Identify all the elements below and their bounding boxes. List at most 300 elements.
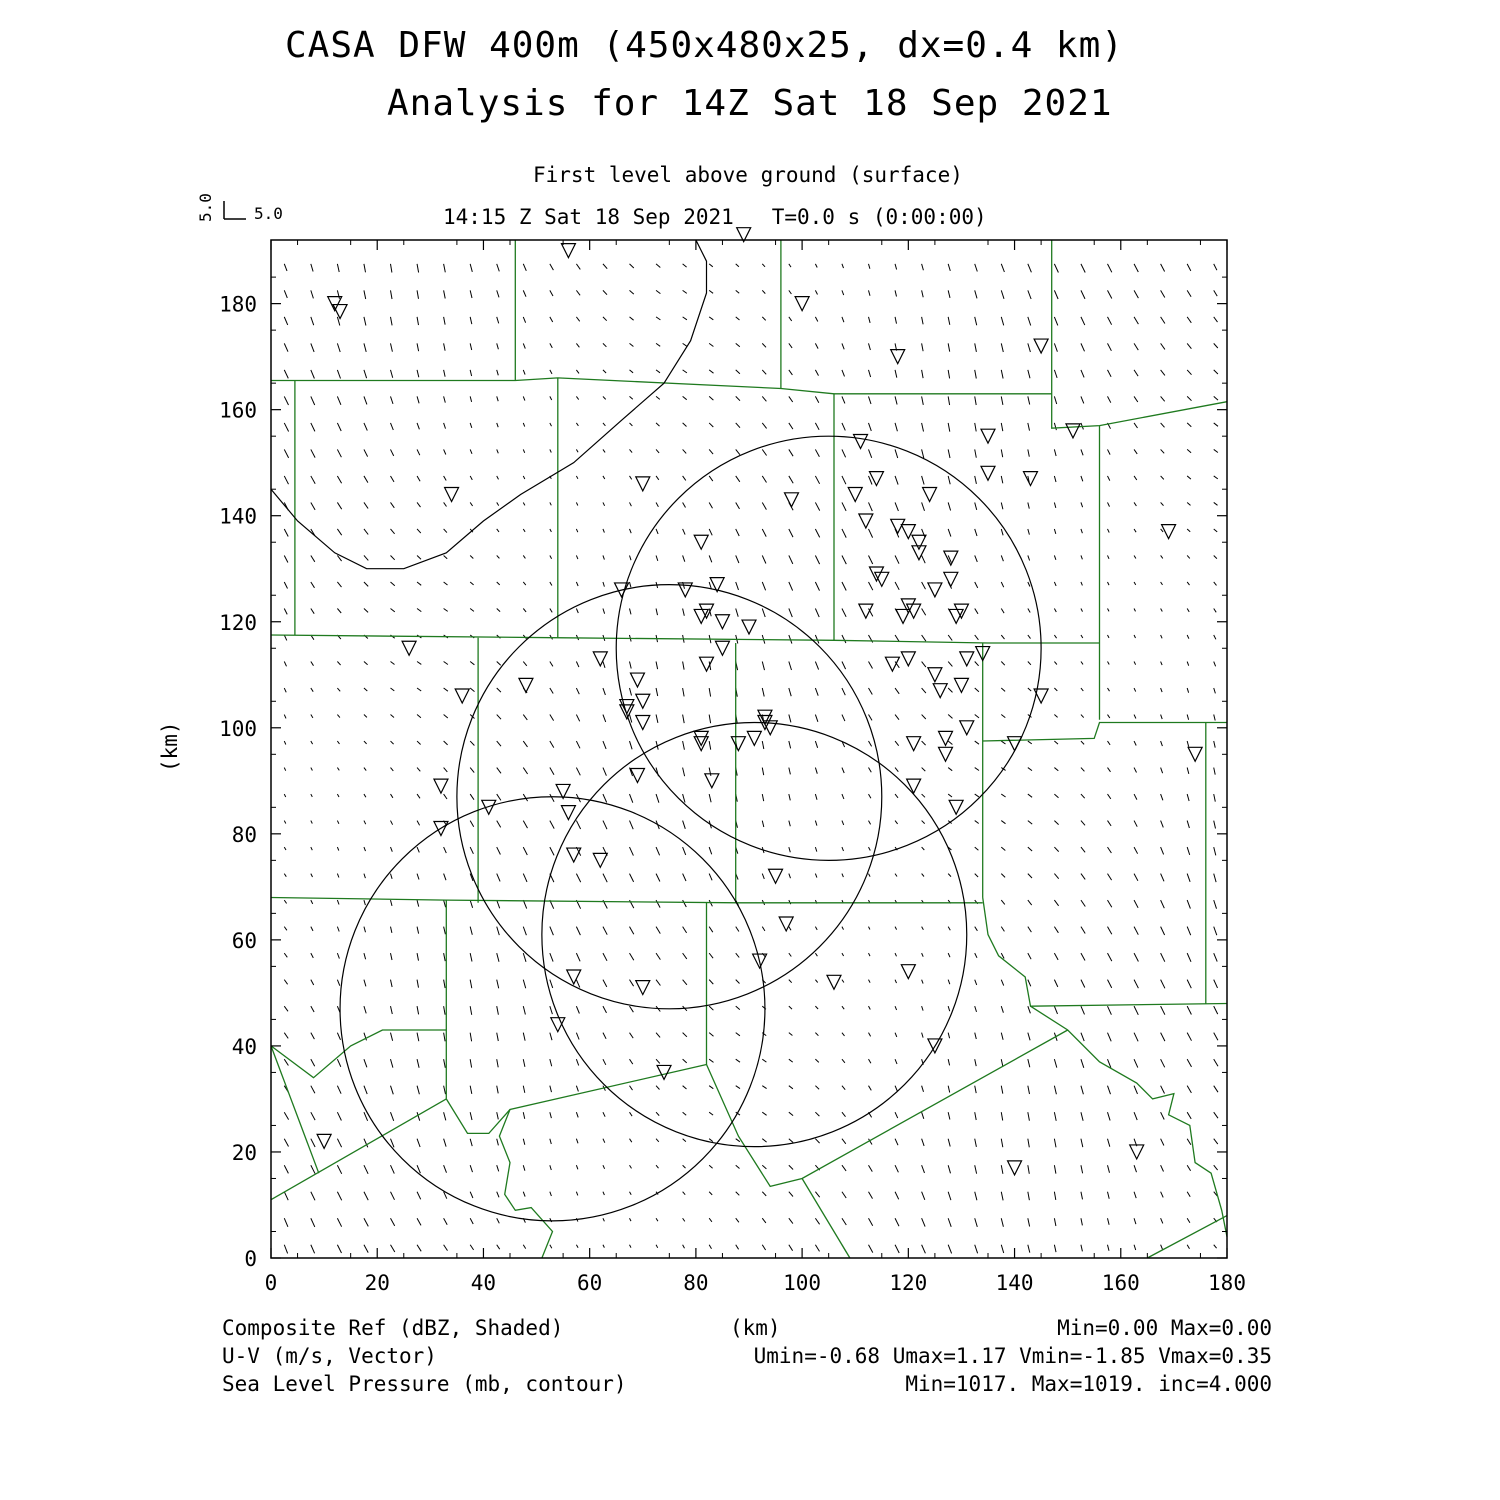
wind-vector bbox=[1108, 1218, 1110, 1225]
wind-vector bbox=[815, 1059, 818, 1062]
wind-vector bbox=[1001, 794, 1005, 797]
wind-vector bbox=[815, 343, 818, 348]
wind-vector bbox=[1187, 476, 1191, 479]
wind-vector bbox=[1161, 370, 1165, 375]
wind-vector bbox=[364, 608, 368, 612]
wind-vector bbox=[709, 1112, 713, 1115]
wind-vector bbox=[470, 396, 471, 401]
station-marker bbox=[694, 535, 708, 549]
wind-vector bbox=[1001, 370, 1003, 379]
wind-vector bbox=[789, 582, 793, 591]
wind-vector bbox=[895, 1033, 897, 1037]
wind-vector bbox=[1081, 290, 1085, 299]
wind-vector bbox=[815, 290, 817, 294]
wind-vector bbox=[656, 502, 658, 506]
wind-vector bbox=[683, 317, 687, 320]
wind-vector bbox=[576, 582, 578, 586]
wind-vector bbox=[337, 1192, 341, 1201]
wind-vector bbox=[630, 264, 634, 268]
wind-vector bbox=[1214, 635, 1216, 639]
wind-vector bbox=[948, 529, 951, 537]
wind-vector bbox=[497, 582, 500, 585]
station-marker bbox=[854, 434, 868, 448]
wind-vector bbox=[630, 1033, 634, 1038]
wind-vector bbox=[417, 768, 420, 772]
wind-vector bbox=[1001, 1006, 1003, 1013]
wind-vector bbox=[815, 1245, 819, 1252]
wind-vector bbox=[1001, 476, 1003, 483]
wind-vector bbox=[1134, 264, 1138, 272]
wind-vector bbox=[683, 1218, 685, 1221]
wind-vector bbox=[603, 608, 605, 613]
footer-field3-stats: Min=1017. Max=1019. inc=4.000 bbox=[905, 1372, 1272, 1396]
wind-vector bbox=[683, 449, 687, 453]
wind-vector bbox=[815, 1006, 818, 1009]
y-tick-label: 40 bbox=[231, 1034, 257, 1059]
wind-vector bbox=[1187, 847, 1190, 855]
wind-vector bbox=[470, 343, 472, 350]
wind-vector bbox=[576, 715, 579, 722]
wind-vector bbox=[470, 582, 473, 585]
wind-vector bbox=[922, 927, 924, 930]
wind-vector bbox=[1134, 874, 1138, 881]
wind-vector bbox=[576, 555, 578, 559]
wind-vector bbox=[869, 1218, 873, 1225]
wind-vector bbox=[683, 1139, 686, 1142]
wind-vector bbox=[1161, 343, 1165, 349]
wind-vector bbox=[683, 1033, 687, 1037]
station-marker bbox=[715, 641, 729, 655]
wind-vector bbox=[1054, 1218, 1056, 1226]
wind-vector bbox=[284, 423, 288, 432]
wind-vector bbox=[630, 423, 633, 426]
wind-vector bbox=[842, 582, 846, 591]
wind-vector bbox=[417, 317, 418, 325]
wind-vector bbox=[1134, 1086, 1137, 1094]
wind-vector bbox=[417, 715, 421, 718]
wind-vector bbox=[470, 608, 474, 611]
wind-vector bbox=[895, 821, 898, 824]
wind-vector bbox=[762, 502, 766, 509]
wind-vector bbox=[709, 768, 711, 776]
wind-vector bbox=[789, 555, 793, 563]
wind-vector bbox=[497, 502, 499, 505]
wind-vector bbox=[709, 396, 713, 400]
wind-vector bbox=[550, 662, 553, 667]
wind-vector bbox=[284, 847, 286, 850]
wind-vector bbox=[364, 1165, 368, 1174]
wind-vector bbox=[1081, 794, 1085, 798]
wind-vector bbox=[1081, 874, 1085, 880]
wind-vector bbox=[1081, 953, 1085, 960]
wind-vector bbox=[869, 555, 873, 564]
station-marker bbox=[455, 689, 469, 703]
wind-vector bbox=[364, 953, 366, 959]
wind-vector bbox=[417, 741, 421, 744]
wind-vector bbox=[603, 1218, 604, 1221]
wind-vector bbox=[762, 423, 766, 428]
wind-vector bbox=[391, 1059, 393, 1067]
wind-vector bbox=[656, 264, 660, 268]
wind-vector bbox=[364, 529, 368, 535]
wind-vector bbox=[656, 662, 658, 670]
wind-vector bbox=[523, 980, 525, 989]
wind-vector bbox=[470, 290, 472, 298]
wind-vector bbox=[630, 794, 633, 803]
wind-vector bbox=[842, 1218, 846, 1225]
wind-vector bbox=[576, 1165, 578, 1169]
wind-vector bbox=[1134, 715, 1136, 719]
x-tick-label: 80 bbox=[683, 1271, 709, 1295]
wind-vector bbox=[1001, 264, 1004, 272]
wind-vector bbox=[1214, 688, 1216, 693]
wind-vector bbox=[975, 1059, 976, 1066]
wind-vector bbox=[497, 741, 501, 746]
wind-vector bbox=[815, 662, 818, 670]
wind-vector bbox=[842, 635, 846, 643]
wind-vector bbox=[815, 555, 819, 564]
wind-vector bbox=[1187, 1139, 1191, 1145]
wind-vector bbox=[736, 476, 740, 482]
wind-vector bbox=[683, 555, 685, 561]
wind-vector bbox=[311, 317, 314, 325]
wind-vector bbox=[630, 821, 634, 830]
wind-vector bbox=[364, 900, 365, 905]
wind-vector bbox=[630, 927, 634, 935]
wind-vector bbox=[630, 1165, 632, 1168]
wind-vector bbox=[656, 715, 658, 723]
wind-vector bbox=[762, 1192, 766, 1196]
wind-vector bbox=[683, 529, 685, 535]
wind-vector bbox=[576, 290, 580, 295]
wind-vector bbox=[1108, 449, 1111, 454]
wind-vector bbox=[284, 396, 288, 405]
wind-vector bbox=[576, 608, 578, 613]
wind-vector bbox=[444, 768, 448, 772]
wind-vector bbox=[1214, 290, 1217, 296]
wind-vector bbox=[683, 264, 687, 267]
wind-vector bbox=[1028, 555, 1030, 560]
wind-vector bbox=[1187, 953, 1191, 962]
wind-vector bbox=[337, 1139, 341, 1147]
wind-vector bbox=[975, 529, 977, 536]
wind-vector bbox=[922, 1218, 925, 1226]
wind-vector bbox=[789, 847, 790, 852]
wind-vector bbox=[603, 1139, 605, 1143]
wind-vector bbox=[1001, 582, 1003, 587]
wind-vector bbox=[762, 741, 764, 749]
wind-vector bbox=[444, 1139, 446, 1147]
wind-vector bbox=[1134, 317, 1138, 324]
wind-vector bbox=[444, 1086, 446, 1095]
wind-vector bbox=[364, 582, 368, 586]
wind-vector bbox=[1054, 396, 1056, 404]
wind-vector bbox=[895, 396, 897, 404]
wind-vector bbox=[391, 821, 393, 825]
station-marker bbox=[636, 981, 650, 995]
wind-vector bbox=[922, 608, 926, 615]
wind-vector bbox=[1001, 1245, 1003, 1253]
wind-vector bbox=[550, 1059, 552, 1066]
wind-vector bbox=[576, 396, 578, 399]
wind-vector bbox=[311, 768, 313, 771]
x-tick-label: 140 bbox=[995, 1271, 1034, 1295]
y-tick-label: 20 bbox=[231, 1140, 257, 1165]
wind-vector bbox=[895, 476, 898, 485]
wind-vector bbox=[364, 1086, 367, 1094]
wind-vector bbox=[789, 608, 792, 617]
wind-vector bbox=[311, 1086, 315, 1094]
wind-vector bbox=[895, 423, 897, 431]
wind-vector bbox=[391, 688, 395, 691]
wind-vector bbox=[948, 423, 950, 432]
wind-vector bbox=[337, 1112, 341, 1120]
wind-vector bbox=[975, 794, 979, 797]
wind-vector bbox=[1187, 423, 1191, 427]
y-tick-label: 60 bbox=[231, 928, 257, 953]
wind-vector bbox=[815, 396, 818, 402]
wind-vector bbox=[1214, 396, 1218, 400]
station-marker bbox=[960, 721, 974, 735]
wind-vector bbox=[337, 1059, 340, 1067]
wind-vector bbox=[523, 927, 526, 936]
wind-vector bbox=[444, 662, 448, 665]
wind-vector bbox=[1187, 370, 1191, 375]
wind-vector bbox=[1161, 582, 1163, 585]
wind-vector bbox=[1134, 396, 1138, 402]
wind-vector bbox=[444, 688, 448, 691]
wind-vector bbox=[683, 1165, 686, 1168]
wind-vector bbox=[444, 1059, 446, 1068]
wind-vector bbox=[576, 423, 578, 426]
wind-vector bbox=[815, 980, 817, 983]
wind-vector bbox=[497, 794, 501, 800]
wind-vector bbox=[948, 741, 952, 744]
wind-vector bbox=[284, 715, 286, 719]
wind-vector bbox=[523, 1139, 525, 1145]
wind-vector bbox=[709, 476, 713, 481]
station-marker bbox=[620, 700, 634, 714]
wind-vector bbox=[470, 1245, 473, 1250]
county-line bbox=[983, 723, 1227, 742]
wind-vector bbox=[391, 1165, 395, 1173]
wind-vector bbox=[762, 264, 765, 267]
wind-vector bbox=[364, 502, 368, 508]
wind-vector bbox=[1001, 1086, 1003, 1094]
wind-vector bbox=[762, 290, 765, 293]
wind-vector bbox=[709, 264, 713, 267]
county-line bbox=[1147, 1216, 1227, 1258]
wind-vector bbox=[523, 529, 525, 532]
wind-vector bbox=[1028, 768, 1032, 771]
wind-vector bbox=[1134, 1218, 1136, 1224]
station-markers bbox=[317, 228, 1202, 1175]
wind-vector bbox=[1134, 980, 1138, 989]
wind-vector bbox=[922, 768, 926, 772]
wind-vector bbox=[1134, 821, 1137, 827]
wind-vector bbox=[391, 608, 395, 611]
wind-vector bbox=[391, 476, 395, 482]
wind-vector bbox=[284, 953, 287, 957]
wind-vector bbox=[1001, 343, 1003, 352]
wind-vector bbox=[895, 1165, 898, 1172]
wind-vector bbox=[284, 688, 286, 692]
wind-vector bbox=[1161, 1165, 1164, 1171]
wind-vector bbox=[1134, 608, 1135, 611]
wind-vector bbox=[656, 1245, 658, 1248]
wind-vector bbox=[603, 715, 606, 722]
wind-vector bbox=[576, 953, 580, 961]
station-marker bbox=[636, 715, 650, 729]
wind-vector bbox=[1214, 608, 1216, 612]
wind-vector bbox=[842, 1192, 846, 1198]
wind-vector bbox=[1108, 794, 1111, 799]
wind-vector bbox=[523, 476, 525, 479]
wind-vector bbox=[337, 290, 339, 298]
valid-time: 14:15 Z Sat 18 Sep 2021 T=0.0 s (0:00:00) bbox=[443, 205, 987, 229]
wind-vector bbox=[789, 343, 792, 348]
wind-vector bbox=[948, 768, 952, 771]
wind-vector bbox=[869, 476, 873, 485]
wind-vector bbox=[1081, 1218, 1082, 1225]
wind-vector bbox=[975, 396, 976, 405]
wind-vector bbox=[337, 449, 341, 457]
wind-vector bbox=[709, 343, 713, 346]
wind-vector bbox=[417, 1033, 419, 1042]
wind-vector bbox=[364, 396, 367, 404]
wind-vector bbox=[922, 370, 923, 378]
wind-vector bbox=[470, 953, 472, 961]
wind-vector bbox=[576, 980, 579, 988]
wind-vector bbox=[736, 264, 739, 267]
wind-vector bbox=[1054, 555, 1056, 559]
wind-vector bbox=[1001, 821, 1005, 824]
wind-vector bbox=[789, 1059, 793, 1062]
station-marker bbox=[402, 641, 416, 655]
station-marker bbox=[705, 774, 719, 788]
wind-vector bbox=[922, 847, 925, 850]
wind-vector bbox=[391, 423, 394, 430]
wind-vector bbox=[869, 953, 871, 956]
wind-vector bbox=[1054, 927, 1058, 933]
wind-vector bbox=[1134, 635, 1135, 638]
wind-vector bbox=[417, 1218, 421, 1225]
wind-vector bbox=[630, 1139, 632, 1142]
wind-vector bbox=[1134, 1112, 1137, 1120]
wind-vector bbox=[815, 821, 817, 826]
wind-vector bbox=[1108, 370, 1112, 377]
wind-vector bbox=[311, 1112, 315, 1120]
station-marker bbox=[901, 965, 915, 979]
station-marker bbox=[434, 779, 448, 793]
wind-vector bbox=[497, 290, 499, 297]
wind-vector bbox=[311, 264, 313, 272]
wind-vector bbox=[630, 662, 632, 669]
wind-vector bbox=[1054, 768, 1058, 771]
station-marker bbox=[1023, 472, 1037, 486]
wind-vector bbox=[656, 847, 660, 855]
wind-vector bbox=[630, 980, 634, 987]
wind-vector bbox=[1108, 1245, 1110, 1251]
wind-vector bbox=[1214, 847, 1216, 855]
wind-vector bbox=[736, 1165, 740, 1168]
wind-vector bbox=[975, 980, 977, 985]
wind-vector bbox=[736, 1245, 739, 1250]
wind-vector bbox=[284, 1139, 288, 1147]
wind-vector bbox=[975, 821, 979, 824]
station-marker bbox=[694, 737, 708, 751]
wind-vector bbox=[1001, 1165, 1003, 1174]
wind-vector bbox=[284, 582, 287, 589]
wind-vector bbox=[603, 317, 607, 321]
wind-vector bbox=[1108, 502, 1110, 506]
wind-vector bbox=[1108, 1033, 1112, 1042]
x-tick-label: 180 bbox=[1208, 1271, 1246, 1295]
x-tick-label: 160 bbox=[1101, 1271, 1140, 1295]
wind-vector bbox=[337, 529, 341, 535]
wind-vector bbox=[470, 1165, 472, 1172]
wind-vector bbox=[656, 449, 659, 452]
wind-vector bbox=[1161, 1139, 1164, 1146]
wind-vector bbox=[1187, 608, 1189, 611]
wind-vector bbox=[1028, 927, 1032, 932]
wind-vector bbox=[842, 317, 844, 322]
wind-vector bbox=[975, 343, 977, 352]
wind-vector bbox=[337, 768, 339, 771]
wind-vector bbox=[1108, 662, 1110, 665]
wind-vector bbox=[1028, 847, 1032, 851]
wind-vector bbox=[417, 449, 420, 455]
wind-vector bbox=[523, 821, 527, 829]
wind-vector bbox=[1028, 502, 1029, 508]
wind-vector bbox=[789, 529, 793, 537]
wind-vector bbox=[948, 874, 951, 877]
wind-vector bbox=[337, 715, 340, 718]
wind-vector bbox=[470, 1218, 473, 1224]
wind-vector bbox=[470, 768, 474, 773]
wind-vector bbox=[736, 317, 740, 320]
wind-vector bbox=[1054, 980, 1057, 987]
wind-vector bbox=[470, 423, 472, 428]
wind-vector bbox=[523, 1086, 525, 1093]
wind-vector bbox=[1187, 582, 1189, 585]
wind-vector bbox=[683, 953, 687, 959]
wind-vector bbox=[470, 662, 474, 665]
wind-vector bbox=[975, 1112, 976, 1120]
wind-vector bbox=[815, 529, 819, 537]
wind-vector bbox=[364, 264, 366, 272]
wind-vector bbox=[842, 290, 844, 295]
wind-vector bbox=[922, 741, 926, 745]
station-marker bbox=[519, 678, 533, 692]
wind-vector bbox=[1028, 688, 1031, 691]
wind-vector bbox=[364, 1059, 367, 1067]
station-marker bbox=[954, 678, 968, 692]
wind-vector bbox=[1081, 927, 1085, 934]
wind-vector bbox=[683, 476, 686, 480]
wind-vector bbox=[311, 662, 314, 666]
wind-vector bbox=[789, 741, 791, 748]
wind-vector bbox=[869, 715, 873, 721]
wind-vector bbox=[895, 927, 897, 930]
y-tick-label: 100 bbox=[219, 716, 257, 741]
wind-vector bbox=[656, 953, 660, 959]
wind-vector bbox=[337, 1033, 340, 1040]
wind-vector bbox=[444, 529, 447, 533]
wind-vector bbox=[948, 343, 950, 351]
wind-vector bbox=[630, 953, 634, 960]
wind-vector bbox=[922, 317, 923, 324]
